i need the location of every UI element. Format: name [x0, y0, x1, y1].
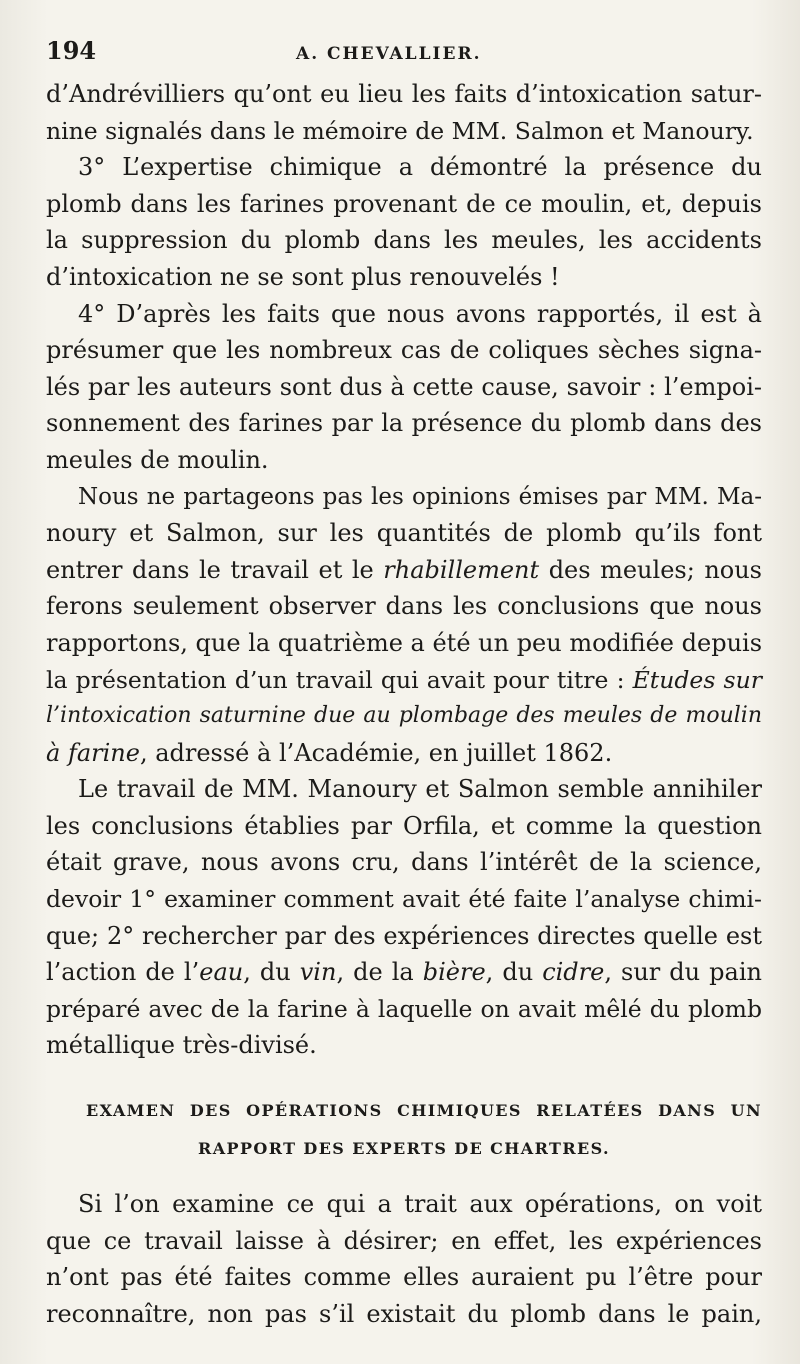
italic-title: Études sur [632, 665, 762, 694]
text-run: entrer dans le travail et le [46, 555, 384, 584]
text-line: reconnaître, non pas s’il existait du plomb dans le pain, [46, 1299, 762, 1328]
text-line: préparé avec de la farine à laquelle on avait mêlé du plomb [46, 994, 762, 1023]
text-line: plomb dans les farines provenant de ce moulin, et, depuis [46, 189, 762, 218]
text-run: des meules; nous [539, 555, 762, 584]
text-line: 4° D’après les faits que nous avons rapportés, il est à [78, 299, 762, 328]
text-line: n’ont pas été faites comme elles auraient pu l’être pour [46, 1263, 762, 1292]
text-run: la présentation d’un travail qui avait pour titre : [46, 665, 633, 694]
page-header [46, 36, 762, 76]
text-line: 3° L’expertise chimique a démontré la présence du [78, 153, 762, 182]
text-line: Nous ne partageons pas les opinions émises par MM. Ma- [78, 483, 762, 510]
text-line: rapportons, que la quatrième a été un peu modifiée depuis [46, 628, 763, 657]
text-line: était grave, nous avons cru, dans l’intérêt de la science, [46, 848, 762, 877]
italic-term: rhabillement [383, 555, 540, 584]
paragraph [46, 76, 762, 149]
text-line: nine signalés dans le mémoire de MM. Salmon et Manoury. [46, 116, 754, 145]
italic-title: à farine [46, 738, 140, 767]
section-heading-line: RAPPORT DES EXPERTS DE CHARTRES. [198, 1139, 610, 1159]
section-heading-line: EXAMEN DES OPÉRATIONS CHIMIQUES RELATÉES DANS UN [86, 1101, 762, 1121]
italic-term: bière [422, 958, 486, 987]
section-heading [46, 1092, 762, 1168]
text-line: lés par les auteurs sont dus à cette cause, savoir : l’empoi- [46, 372, 762, 401]
paragraph [46, 1186, 762, 1332]
text-run: , du [243, 958, 300, 987]
paragraph [46, 479, 762, 772]
page-number: 194 [46, 36, 97, 65]
italic-term: cidre [542, 958, 605, 987]
text-line: que ce travail laisse à désirer; en effet, les expériences [46, 1226, 762, 1255]
text-line: sonnement des farines par la présence du plomb dans des [46, 409, 762, 438]
text-line [46, 735, 762, 772]
text-line: Le travail de MM. Manoury et Salmon semble annihiler [78, 775, 762, 804]
text-line: présumer que les nombreux cas de coliques sèches signa- [46, 336, 762, 365]
text-run: , sur du pain [604, 958, 762, 987]
text-line [46, 954, 762, 991]
text-run: , de la [336, 958, 423, 987]
text-line: la suppression du plomb dans les meules, les accidents [46, 226, 762, 255]
text-line: d’Andrévilliers qu’ont eu lieu les faits d’intoxication satur- [46, 80, 762, 108]
paragraph [46, 771, 762, 1064]
text-run: , adressé à l’Académie, en juillet 1862. [139, 738, 613, 767]
text-line: métallique très-divisé. [46, 1031, 317, 1060]
text-line: meules de moulin. [46, 445, 269, 474]
paragraph [46, 149, 762, 295]
text-line [46, 662, 762, 699]
text-run: l’action de l’ [46, 958, 200, 987]
text-line: Si l’on examine ce qui a trait aux opérations, on voit [78, 1190, 762, 1219]
text-line: devoir 1° examiner comment avait été faite l’analyse chimi- [46, 885, 762, 914]
italic-term: eau [199, 958, 244, 987]
running-title: A. CHEVALLIER. [296, 44, 482, 64]
text-line [46, 552, 762, 589]
text-line: noury et Salmon, sur les quantités de plomb qu’ils font [46, 519, 762, 548]
text-line: les conclusions établies par Orfila, et comme la question [46, 811, 762, 840]
text-line: ferons seulement observer dans les conclusions que nous [46, 592, 762, 621]
paragraph [46, 296, 762, 479]
text-line: d’intoxication ne se sont plus renouvelés ! [46, 262, 560, 291]
text-line [46, 698, 762, 735]
body-text [46, 76, 762, 1332]
italic-title: l’intoxication saturnine due au plombage des meules de moulin [46, 703, 762, 729]
italic-term: vin [299, 958, 337, 987]
text-run: , du [485, 958, 543, 987]
text-line: que; 2° rechercher par des expériences directes quelle est [46, 921, 762, 950]
